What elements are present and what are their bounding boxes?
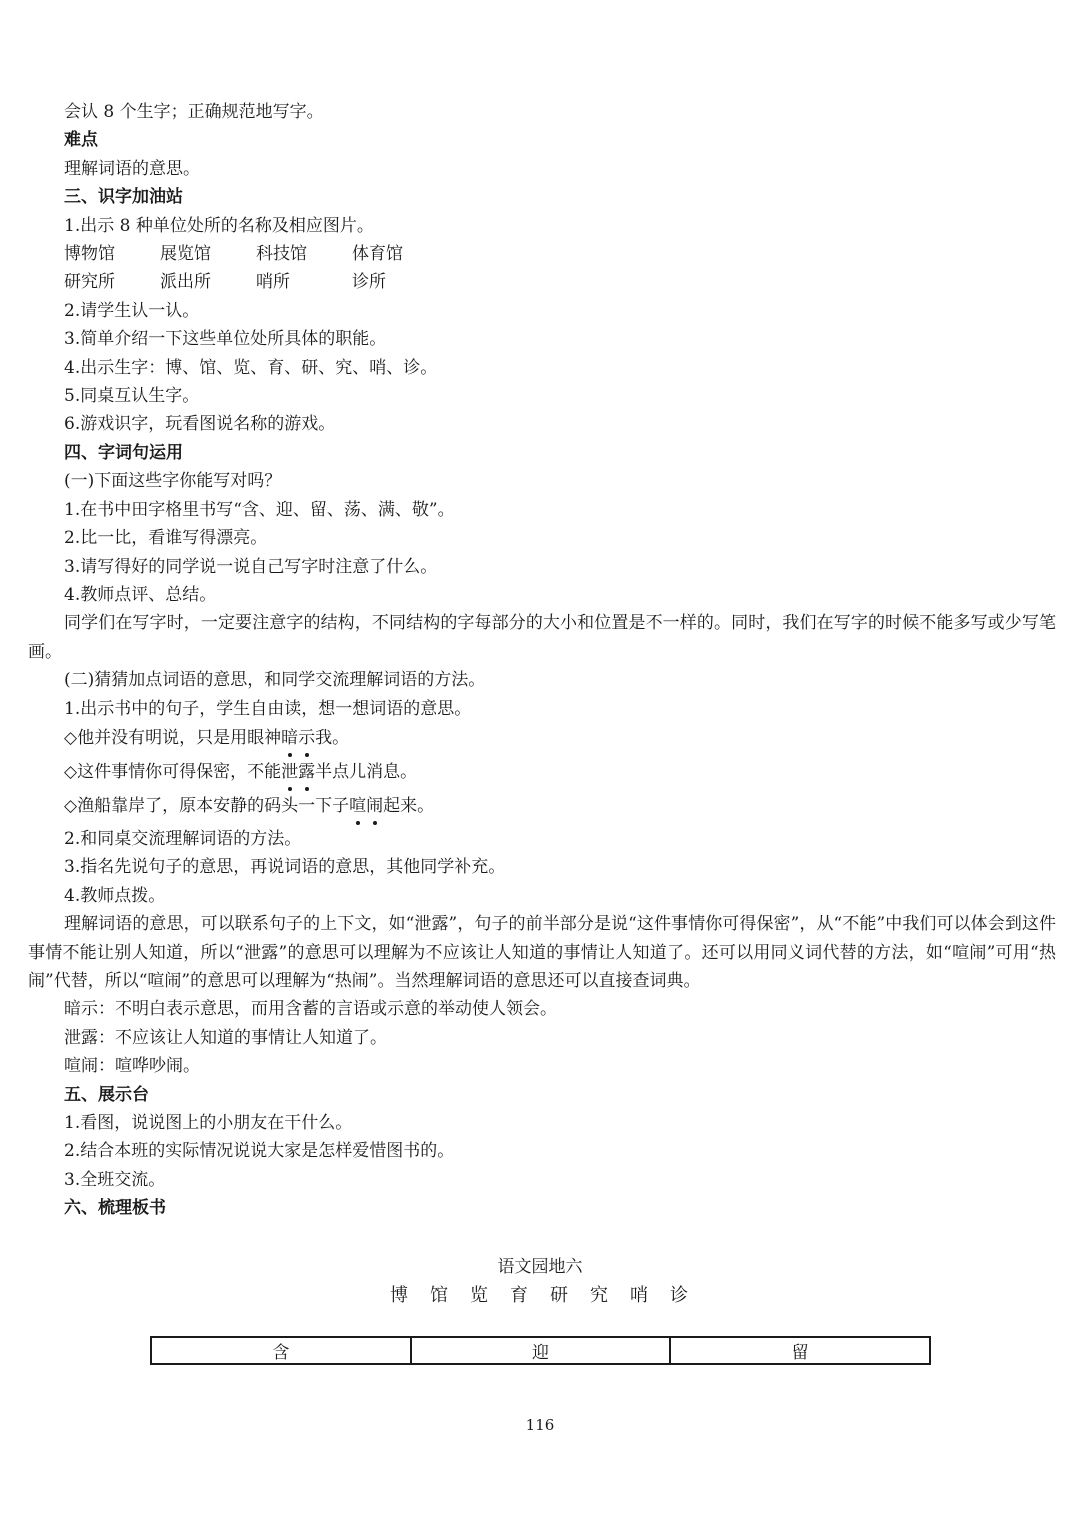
section-heading: 三、识字加油站 (64, 187, 183, 208)
board-char: 诊 (670, 1285, 690, 1306)
section-heading: 难点 (64, 130, 98, 151)
example-sentence (28, 791, 1056, 825)
example-text: ◇渔船靠岸了，原本安静的码头一下子 (64, 795, 350, 816)
text-line: 4.出示生字：博、馆、览、育、研、究、哨、诊。 (64, 357, 438, 378)
text-line: 5.同桌互认生字。 (64, 386, 200, 407)
word-item: 哨所 (256, 272, 290, 293)
text-line: 3.指名先说句子的意思，再说词语的意思，其他同学补充。 (64, 857, 506, 878)
word-item: 体育馆 (352, 244, 403, 265)
text-line: 2.和同桌交流理解词语的方法。 (64, 828, 302, 849)
text-line: 2.请学生认一认。 (64, 300, 200, 321)
board-char: 究 (590, 1285, 610, 1306)
board-char: 博 (390, 1285, 410, 1306)
text-line: 1.出示 8 种单位处所的名称及相应图片。 (64, 215, 374, 236)
board-table (150, 1336, 931, 1365)
section-heading: 四、字词句运用 (64, 442, 183, 463)
example-text: 我。 (315, 727, 350, 748)
dotted-char: 闹 (366, 791, 383, 821)
dotted-char: 露 (298, 757, 315, 787)
board-char: 育 (510, 1285, 530, 1306)
dotted-char: 示 (298, 723, 315, 753)
definition: 泄露：不应该让人知道的事情让人知道了。 (64, 1027, 387, 1048)
board-char: 览 (470, 1285, 490, 1306)
word-item: 派出所 (160, 272, 211, 293)
board-char: 研 (550, 1285, 570, 1306)
dotted-char: 泄 (281, 757, 298, 787)
word-item: 研究所 (64, 272, 115, 293)
text-line: 会认 8 个生字；正确规范地写字。 (64, 102, 324, 122)
word-item: 诊所 (352, 272, 386, 293)
text-line: 3.简单介绍一下这些单位处所具体的职能。 (64, 329, 387, 350)
text-line: 1.看图，说说图上的小朋友在干什么。 (64, 1113, 353, 1133)
example-sentence (28, 723, 1056, 757)
page-number: 116 (525, 1416, 555, 1434)
board-title: 语文园地六 (497, 1257, 583, 1277)
paragraph: 理解词语的意思，可以联系句子的上下文，如“泄露”，句子的前半部分是说“这件事情你可得保密”，从“不能”中我们可以体会到这件事情不能让别人知道，所以“泄露”的意思可以理解为不应该让人知道的事情让人知道了。还可以用同义词代替的方法，如“喧闹”可用“热闹”代替，所以“喧闹”的意思可以理解为“热闹”。当然理解词语的意思还可以直接查词典。 (28, 914, 1056, 991)
example-text: 起来。 (383, 795, 435, 816)
section-heading: 五、展示台 (64, 1084, 149, 1105)
text-line: 4.教师点评、总结。 (64, 584, 217, 605)
board-characters (0, 1281, 1080, 1307)
text-line: 4.教师点拨。 (64, 885, 166, 906)
example-text: 半点儿消息。 (315, 761, 418, 782)
document-body (28, 98, 1056, 1223)
word-item: 展览馆 (160, 244, 211, 265)
text-line: 2.结合本班的实际情况说说大家是怎样爱惜图书的。 (64, 1141, 455, 1162)
text-line: 6.游戏识字，玩看图说名称的游戏。 (64, 414, 336, 435)
dotted-char: 喧 (349, 791, 366, 821)
word-list-row-2 (28, 268, 1056, 296)
dotted-char: 暗 (281, 723, 298, 753)
definition: 暗示：不明白表示意思，而用含蓄的言语或示意的举动使人领会。 (64, 999, 557, 1020)
table-cell: 含 (151, 1337, 411, 1364)
table-row (151, 1337, 930, 1364)
text-line: 1.出示书中的句子，学生自由读，想一想词语的意思。 (64, 698, 472, 719)
example-text: ◇他并没有明说，只是用眼神 (64, 727, 282, 748)
table-cell: 留 (670, 1337, 930, 1364)
text-line: (一)下面这些字你能写对吗？ (64, 471, 282, 492)
text-line: 1.在书中田字格里书写“含、迎、留、荡、满、敬”。 (64, 499, 455, 520)
word-item: 博物馆 (64, 244, 115, 265)
paragraph: 同学们在写字时，一定要注意字的结构，不同结构的字每部分的大小和位置是不一样的。同时，我们在写字的时候不能多写或少写笔画。 (28, 613, 1056, 662)
word-item: 科技馆 (256, 244, 307, 265)
text-line: 3.请写得好的同学说一说自己写字时注意了什么。 (64, 556, 438, 577)
section-heading: 六、梳理板书 (64, 1198, 166, 1219)
board-char: 哨 (630, 1285, 650, 1306)
text-line: 3.全班交流。 (64, 1169, 166, 1190)
example-text: ◇这件事情你可得保密，不能 (64, 761, 282, 782)
text-line: (二)猜猜加点词语的意思，和同学交流理解词语的方法。 (64, 670, 486, 691)
text-line: 理解词语的意思。 (64, 158, 200, 179)
definition: 喧闹：喧哗吵闹。 (64, 1056, 200, 1077)
example-sentence (28, 757, 1056, 791)
board-char: 馆 (430, 1285, 450, 1306)
word-list-row-1 (28, 240, 1056, 268)
text-line: 2.比一比，看谁写得漂亮。 (64, 528, 268, 549)
table-cell: 迎 (411, 1337, 671, 1364)
